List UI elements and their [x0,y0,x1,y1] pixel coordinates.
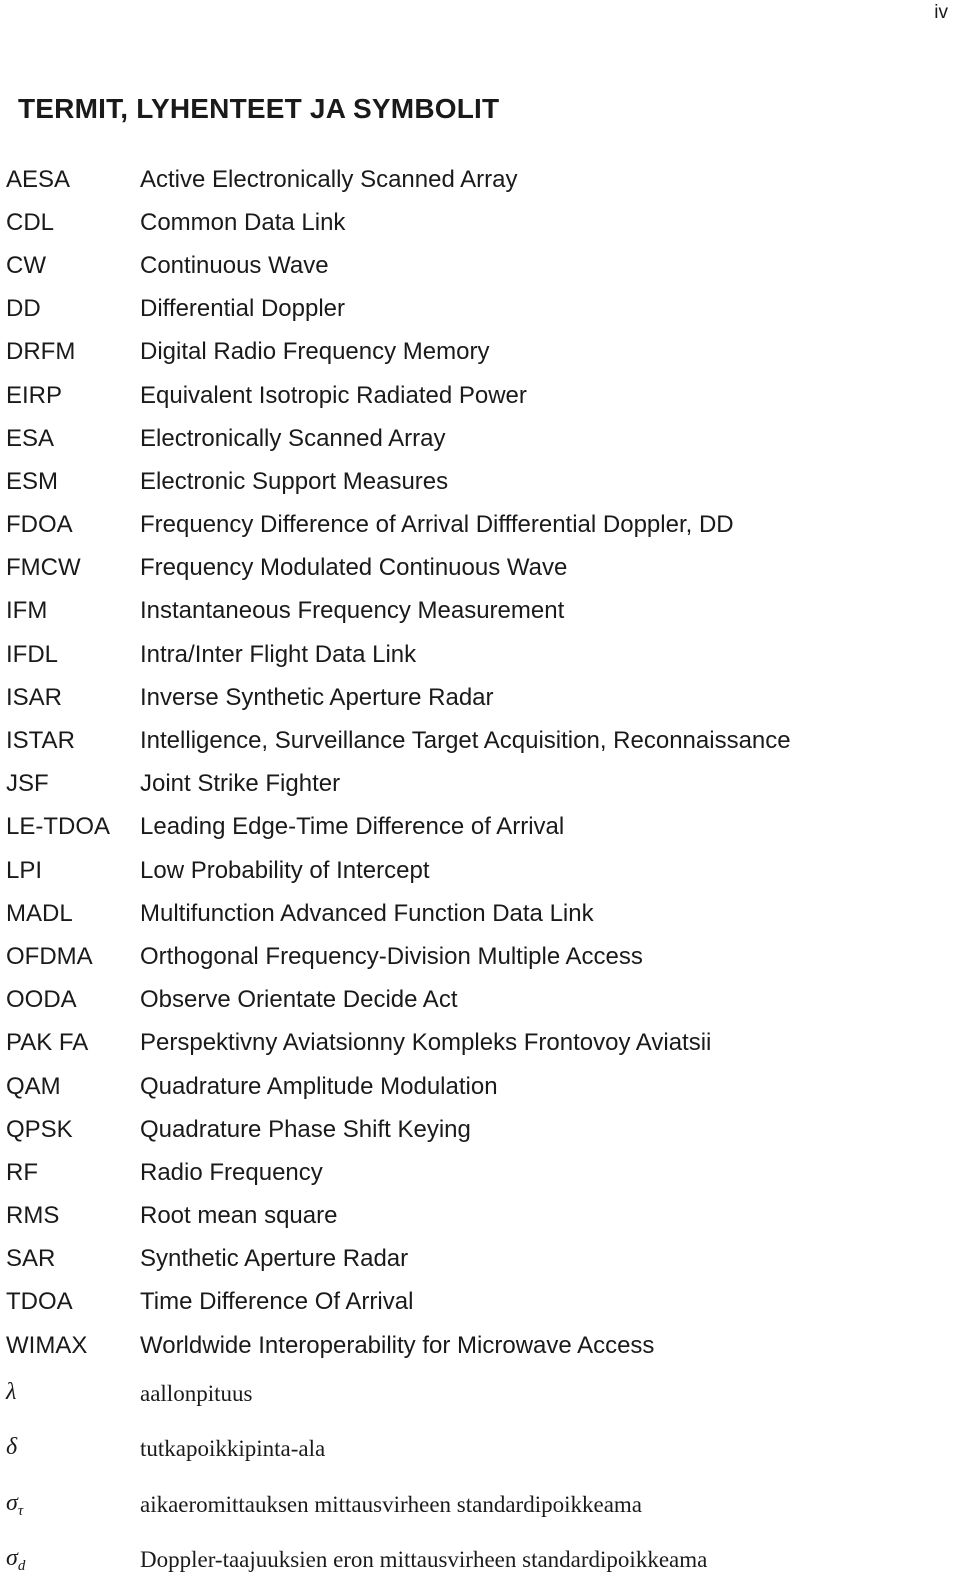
abbreviation-term: IFM [6,597,140,625]
abbreviation-row [6,460,946,503]
abbreviation-row [6,331,946,374]
abbreviation-definition: Intelligence, Surveillance Target Acquisition, Reconnaissance [140,727,791,755]
abbreviation-term: EIRP [6,382,140,410]
abbreviation-definition: Perspektivny Aviatsionny Kompleks Frontovoy Aviatsii [140,1029,711,1057]
symbol-subscript: d [18,1558,26,1574]
symbol-definition: tutkapoikkipinta-ala [140,1436,325,1462]
abbreviation-row [6,288,946,331]
abbreviation-definition: Root mean square [140,1202,337,1230]
symbol-definition: Doppler-taajuuksien eron mittausvirheen standardipoikkeama [140,1547,707,1573]
abbreviation-term: DD [6,295,140,323]
abbreviation-row [6,1324,946,1367]
symbol-char: σ [6,1545,18,1571]
abbreviation-row [6,935,946,978]
abbreviation-term: ESM [6,468,140,496]
symbol-char: λ [6,1379,16,1405]
abbreviation-definition: Observe Orientate Decide Act [140,986,457,1014]
symbol-term [6,1545,140,1575]
abbreviation-definition: Instantaneous Frequency Measurement [140,597,564,625]
abbreviation-row [6,1281,946,1324]
abbreviation-row [6,374,946,417]
abbreviation-term: AESA [6,166,140,194]
abbreviation-term: DRFM [6,338,140,366]
abbreviation-row [6,633,946,676]
abbreviation-term: FMCW [6,554,140,582]
symbol-row [6,1533,946,1588]
abbreviation-definition: Inverse Synthetic Aperture Radar [140,684,494,712]
symbol-term [6,1379,140,1409]
abbreviation-row [6,763,946,806]
symbol-subscript: τ [18,1503,23,1519]
symbol-row [6,1477,946,1533]
abbreviation-term: WIMAX [6,1332,140,1360]
symbol-char: σ [6,1490,18,1516]
abbreviation-term: ESA [6,425,140,453]
abbreviation-row [6,719,946,762]
abbreviation-definition: Radio Frequency [140,1159,323,1187]
abbreviation-row [6,1151,946,1194]
abbreviation-term: SAR [6,1245,140,1273]
abbreviation-definition: Joint Strike Fighter [140,770,340,798]
abbreviation-definition: Active Electronically Scanned Array [140,166,518,194]
abbreviation-row [6,806,946,849]
abbreviation-term: RMS [6,1202,140,1230]
abbreviation-term: QPSK [6,1116,140,1144]
abbreviation-definition: Low Probability of Intercept [140,857,430,885]
abbreviation-definition: Frequency Modulated Continuous Wave [140,554,567,582]
abbreviation-term: QAM [6,1073,140,1101]
abbreviation-row [6,1065,946,1108]
abbreviation-definition: Quadrature Amplitude Modulation [140,1073,498,1101]
abbreviation-row [6,849,946,892]
page-title: TERMIT, LYHENTEET JA SYMBOLIT [18,93,499,125]
abbreviation-term: TDOA [6,1288,140,1316]
abbreviation-term: RF [6,1159,140,1187]
symbol-definition: aallonpituus [140,1381,252,1407]
symbol-term [6,1490,140,1520]
abbreviation-term: LPI [6,857,140,885]
abbreviation-definition: Orthogonal Frequency-Division Multiple Access [140,943,643,971]
abbreviation-row [6,1108,946,1151]
abbreviation-definition: Frequency Difference of Arrival Diffferential Doppler, DD [140,511,734,539]
abbreviation-definition: Time Difference Of Arrival [140,1288,413,1316]
abbreviation-definition: Differential Doppler [140,295,345,323]
abbreviation-row [6,590,946,633]
abbreviation-term: FDOA [6,511,140,539]
abbreviation-row [6,1195,946,1238]
abbreviation-definition: Leading Edge-Time Difference of Arrival [140,813,564,841]
abbreviation-definition: Multifunction Advanced Function Data Link [140,900,594,928]
abbreviation-definition: Equivalent Isotropic Radiated Power [140,382,527,410]
abbreviation-definition: Intra/Inter Flight Data Link [140,641,416,669]
abbreviation-row [6,1238,946,1281]
symbol-row [6,1422,946,1478]
symbol-char: δ [6,1434,17,1460]
symbol-row [6,1366,946,1422]
abbreviation-definition: Continuous Wave [140,252,329,280]
abbreviation-term: PAK FA [6,1029,140,1057]
abbreviation-row [6,504,946,547]
abbreviation-term: MADL [6,900,140,928]
abbreviation-definition: Electronic Support Measures [140,468,448,496]
symbol-definition: aikaeromittauksen mittausvirheen standardipoikkeama [140,1492,642,1518]
abbreviation-row [6,979,946,1022]
abbreviation-term: CW [6,252,140,280]
abbreviation-row [6,244,946,287]
abbreviation-definition: Digital Radio Frequency Memory [140,338,489,366]
abbreviation-term: JSF [6,770,140,798]
page-number: iv [934,2,948,24]
abbreviation-row [6,158,946,201]
symbol-list [6,1366,946,1588]
abbreviation-list [6,158,946,1367]
abbreviation-term: IFDL [6,641,140,669]
symbol-term [6,1434,140,1464]
abbreviation-row [6,547,946,590]
abbreviation-definition: Electronically Scanned Array [140,425,445,453]
abbreviation-term: ISTAR [6,727,140,755]
abbreviation-term: ISAR [6,684,140,712]
abbreviation-row [6,1022,946,1065]
abbreviation-definition: Quadrature Phase Shift Keying [140,1116,471,1144]
abbreviation-row [6,417,946,460]
abbreviation-term: LE-TDOA [6,813,140,841]
abbreviation-definition: Synthetic Aperture Radar [140,1245,408,1273]
abbreviation-row [6,201,946,244]
abbreviation-term: OFDMA [6,943,140,971]
abbreviation-definition: Common Data Link [140,209,345,237]
abbreviation-term: CDL [6,209,140,237]
abbreviation-row [6,892,946,935]
abbreviation-term: OODA [6,986,140,1014]
abbreviation-row [6,676,946,719]
abbreviation-definition: Worldwide Interoperability for Microwave Access [140,1332,654,1360]
